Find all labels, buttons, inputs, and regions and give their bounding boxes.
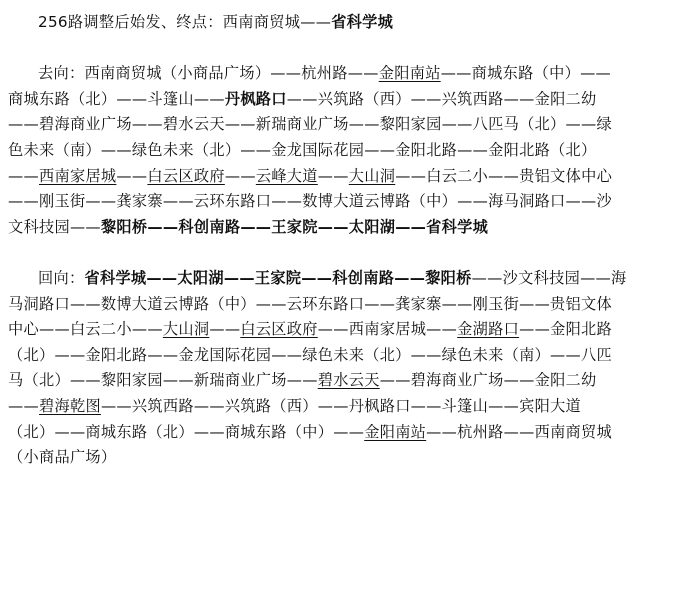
stop-highlight: 西南家居城 bbox=[38, 166, 117, 185]
route-text: —— bbox=[317, 166, 349, 185]
route-text: （北）——金阳北路——金龙国际花园——绿色未来（北）——绿色未来（南）——八匹 bbox=[8, 345, 613, 364]
route-text: 商城东路（北）——斗篷山—— bbox=[8, 89, 225, 108]
stop-highlight: 金湖路口 bbox=[457, 320, 520, 339]
outbound-line bbox=[8, 215, 681, 241]
route-text: —— bbox=[224, 166, 256, 185]
inbound-line bbox=[8, 394, 681, 420]
inbound-line bbox=[8, 368, 681, 394]
stop-highlight: 大山洞 bbox=[348, 166, 396, 185]
stop-highlight: 碧水云天 bbox=[317, 371, 380, 390]
stop-highlight: 云峰大道 bbox=[255, 166, 318, 185]
route-text: ——兴筑路（西）——兴筑西路——金阳二幼 bbox=[286, 89, 597, 108]
route-text: —— bbox=[8, 396, 39, 415]
route-text: —— bbox=[116, 166, 148, 185]
route-header bbox=[8, 10, 681, 36]
route-text: 回向： bbox=[38, 268, 85, 287]
route-text: （北）——商城东路（北）——商城东路（中）—— bbox=[8, 422, 365, 441]
stop-highlight: 大山洞 bbox=[162, 320, 210, 339]
inbound-route bbox=[8, 266, 681, 471]
header-prefix: 256路调整后始发、终点：西南商贸城—— bbox=[38, 13, 332, 31]
inbound-line bbox=[8, 317, 681, 343]
outbound-line bbox=[8, 112, 681, 138]
route-text: ——商城东路（中）—— bbox=[440, 64, 612, 83]
route-text: 去向：西南商贸城（小商品广场）——杭州路—— bbox=[38, 64, 379, 83]
route-text: —— bbox=[209, 320, 241, 339]
route-text: 中心——白云二小—— bbox=[8, 320, 163, 339]
route-text: 马洞路口——数博大道云博路（中）——云环东路口——龚家寨——刚玉街——贵铝文体 bbox=[8, 294, 613, 313]
stop-highlight: 白云区政府 bbox=[147, 166, 225, 185]
route-text: 文科技园—— bbox=[8, 217, 101, 236]
route-text: ——白云二小——贵铝文体中心 bbox=[395, 166, 613, 185]
stop-highlight: 白云区政府 bbox=[240, 320, 318, 339]
outbound-route bbox=[8, 61, 681, 240]
route-text: —— bbox=[8, 166, 39, 185]
header-destination: 省科学城 bbox=[331, 13, 394, 31]
outbound-line bbox=[8, 87, 681, 113]
stop-highlight: 金阳南站 bbox=[378, 64, 441, 83]
spacer bbox=[8, 240, 681, 266]
inbound-line bbox=[8, 343, 681, 369]
inbound-line bbox=[8, 445, 681, 471]
route-text: ——碧海商业广场——碧水云天——新瑞商业广场——黎阳家园——八匹马（北）——绿 bbox=[8, 115, 613, 134]
stop-highlight: 碧海乾图 bbox=[38, 396, 101, 415]
route-text: ——兴筑西路——兴筑路（西）——丹枫路口——斗篷山——宾阳大道 bbox=[100, 396, 582, 415]
inbound-line bbox=[8, 420, 681, 446]
outbound-line bbox=[8, 138, 681, 164]
stop-highlight: 省科学城——太阳湖——王家院——科创南路——黎阳桥 bbox=[84, 268, 472, 287]
route-text: （小商品广场） bbox=[8, 448, 117, 467]
route-text: ——碧海商业广场——金阳二幼 bbox=[379, 371, 597, 390]
stop-highlight: 丹枫路口 bbox=[224, 89, 287, 108]
outbound-line bbox=[8, 164, 681, 190]
route-text: ——刚玉街——龚家寨——云环东路口——数博大道云博路（中）——海马洞路口——沙 bbox=[8, 192, 613, 211]
route-text: ——西南家居城—— bbox=[317, 320, 458, 339]
inbound-line bbox=[8, 292, 681, 318]
route-text: 马（北）——黎阳家园——新瑞商业广场—— bbox=[8, 371, 318, 390]
stop-highlight: 黎阳桥——科创南路——王家院——太阳湖——省科学城 bbox=[100, 217, 489, 236]
stop-highlight: 金阳南站 bbox=[364, 422, 427, 441]
outbound-line bbox=[8, 189, 681, 215]
route-text: ——杭州路——西南商贸城 bbox=[426, 422, 613, 441]
route-text: ——金阳北路 bbox=[519, 320, 613, 339]
spacer bbox=[8, 36, 681, 62]
route-text: 色未来（南）——绿色未来（北）——金龙国际花园——金阳北路——金阳北路（北） bbox=[8, 140, 597, 159]
inbound-line bbox=[8, 266, 681, 292]
route-text: ——沙文科技园——海 bbox=[471, 268, 627, 287]
outbound-line bbox=[8, 61, 681, 87]
